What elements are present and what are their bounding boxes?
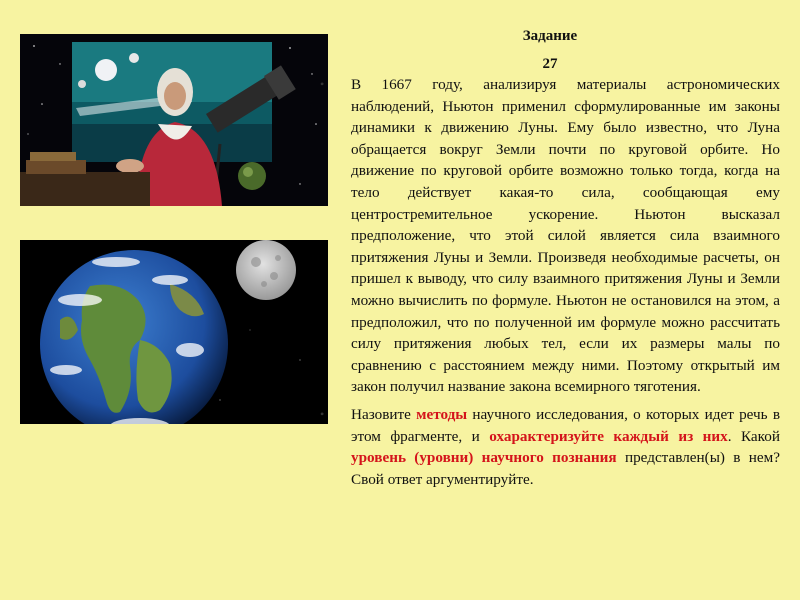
task-title-label: Задание (522, 28, 578, 44)
earth-moon-illustration (20, 240, 328, 424)
task-title (500, 22, 600, 78)
paragraph-context-text: В 1667 году, анализируя материалы астрономических наблюдений, Ньютон применил сформулированные им законы динамики к движению Луны. Ему было известно, что Луна обращается вокруг Земли почти по круговой орбите. Но движение по круговой орбите возможно только тогда, когда на тело действует какая-то сила, сообщающая ему центростремительное ускорение. Ньютон высказал предположение, что этой силой является сила взаимного притяжения Луны и Земли. Произведя необходимые расчеты, он пришел к выводу, что силу взаимного притяжения Луны и Земли можно вычислить по формуле. Ньютон не остановился на этом, а предположил, что по полученной им формуле можно рассчитать силу притяжения любых тел, если их размеры малы по сравнению с расстоянием между ними. Поэтому открытый им закон получил название закона всемирного тяготения. (351, 76, 780, 396)
question-text-3: . Какой (727, 427, 780, 445)
question-text-4: представлен(ы) в нем? Свой ответ аргументируйте. (351, 449, 780, 488)
paragraph-question (320, 404, 780, 490)
newton-painting-illustration (20, 34, 328, 206)
task-text (320, 74, 780, 496)
highlight-methods: методы (416, 405, 468, 423)
question-text-1: Назовите (351, 405, 417, 423)
task-number: 27 (542, 56, 558, 72)
highlight-levels: уровень (уровни) научного познания (351, 449, 617, 467)
bullet-icon: • (320, 406, 325, 421)
question-text-2: научного исследования, о которых идет речь в этом фрагменте, и (351, 405, 780, 445)
earth-moon-image (20, 240, 328, 424)
paragraph-context (320, 74, 780, 398)
newton-painting-image (20, 34, 328, 206)
bullet-icon: • (320, 77, 325, 91)
highlight-characterize: охарактеризуйте каждый из них (489, 427, 728, 445)
